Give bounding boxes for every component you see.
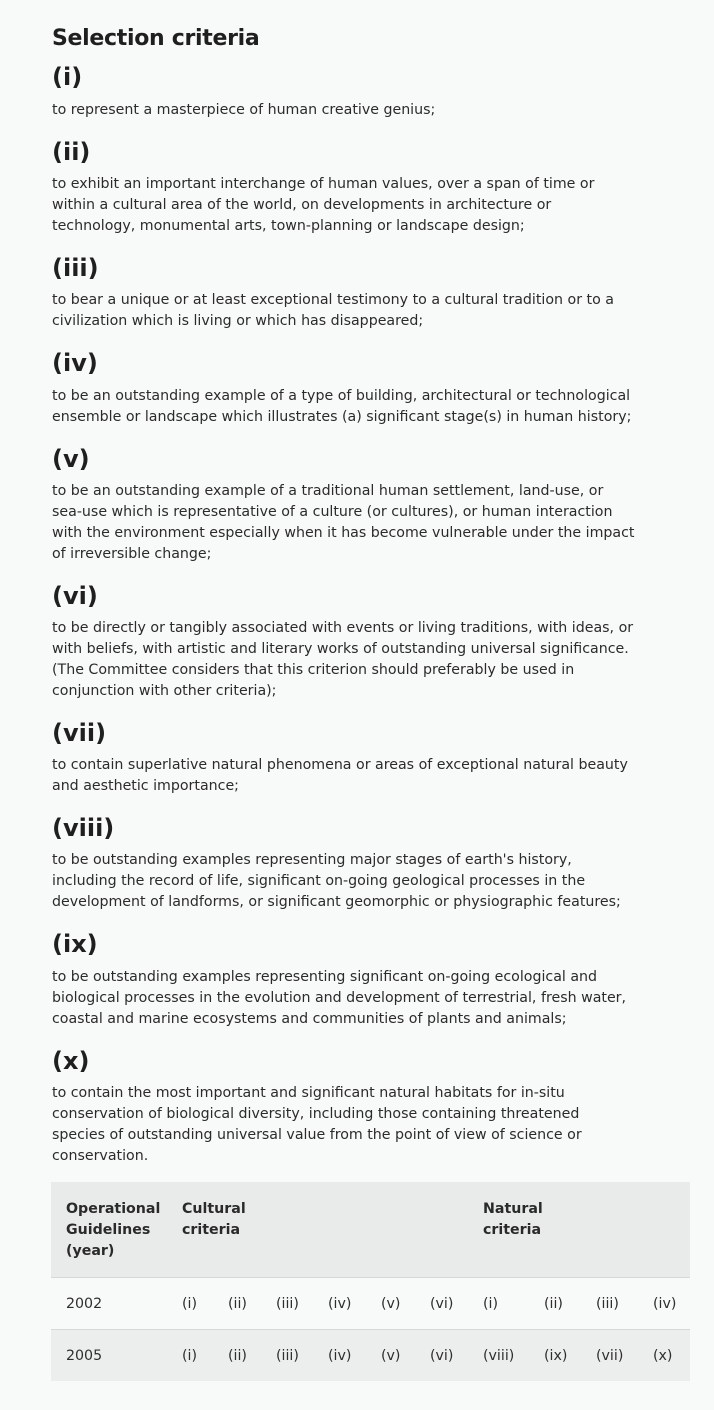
criteria-cell: (iv) [653, 1296, 677, 1312]
criterion-text-ii: to exhibit an important interchange of human values, over a span of time or within a cultural area of the world, on developments in architecture or technology, monumental arts, town-planning or landscape design; [52, 176, 595, 234]
criterion-heading-iii: (iii) [52, 254, 99, 282]
criterion-heading-viii: (viii) [52, 814, 115, 842]
criteria-cell: (v) [381, 1296, 401, 1312]
criteria-cell: (iv) [328, 1348, 352, 1364]
header-cultural-criteria: Cultural criteria [182, 1201, 246, 1238]
criteria-cell: (vi) [430, 1348, 454, 1364]
criteria-cell: (ii) [228, 1296, 247, 1312]
page-title: Selection criteria [52, 26, 260, 51]
criteria-cell: (i) [483, 1296, 499, 1312]
header-operational-guidelines: Operational Guidelines (year) [66, 1201, 161, 1259]
criterion-text-iv: to be an outstanding example of a type of building, architectural or technological ensemble or landscape which illustrates (a) significant stage(s) in human history; [52, 388, 632, 425]
criterion-text-i: to represent a masterpiece of human creative genius; [52, 102, 436, 118]
criteria-cell: (v) [381, 1348, 401, 1364]
year-cell: 2002 [66, 1296, 103, 1312]
table-header-row [51, 1182, 690, 1278]
table-row [51, 1330, 690, 1381]
criterion-heading-ix: (ix) [52, 930, 98, 958]
criterion-heading-vii: (vii) [52, 719, 107, 747]
criterion-text-x: to contain the most important and significant natural habitats for in-situ conservation of biological diversity, including those containing threatened species of outstanding universal value from the point of view of science or conservation. [52, 1085, 582, 1164]
year-cell: 2005 [66, 1348, 103, 1364]
criterion-text-vii: to contain superlative natural phenomena or areas of exceptional natural beauty and aesthetic importance; [52, 757, 628, 794]
criterion-text-vi: to be directly or tangibly associated with events or living traditions, with ideas, or with beliefs, with artistic and literary works of outstanding universal significance. (The Committee considers that this criterion should preferably be used in conjunction with other criteria); [52, 620, 634, 699]
criteria-cell: (vii) [596, 1348, 624, 1364]
criterion-heading-v: (v) [52, 445, 90, 473]
header-natural-criteria: Natural criteria [483, 1201, 543, 1238]
criteria-cell: (vi) [430, 1296, 454, 1312]
table-row [51, 1278, 690, 1330]
criteria-cell: (i) [182, 1348, 198, 1364]
criterion-heading-iv: (iv) [52, 349, 98, 377]
criterion-heading-i: (i) [52, 63, 83, 91]
criteria-cell: (ii) [228, 1348, 247, 1364]
criteria-cell: (iii) [276, 1296, 299, 1312]
criteria-cell: (ix) [544, 1348, 568, 1364]
criterion-text-ix: to be outstanding examples representing significant on-going ecological and biological processes in the evolution and development of terrestrial, fresh water, coastal and marine ecosystems and communities of plants and animals; [52, 969, 627, 1027]
criterion-heading-ii: (ii) [52, 138, 91, 166]
criteria-cell: (viii) [483, 1348, 515, 1364]
criteria-cell: (i) [182, 1296, 198, 1312]
criteria-cell: (iv) [328, 1296, 352, 1312]
criteria-cell: (iii) [276, 1348, 299, 1364]
criteria-cell: (iii) [596, 1296, 619, 1312]
criterion-heading-x: (x) [52, 1047, 90, 1075]
criterion-text-iii: to bear a unique or at least exceptional testimony to a cultural tradition or to a civilization which is living or which has disappeared; [52, 292, 614, 329]
criteria-cell: (ii) [544, 1296, 563, 1312]
criterion-text-viii: to be outstanding examples representing major stages of earth's history, including the record of life, significant on-going geological processes in the development of landforms, or significant geomorphic or physiographic features; [52, 852, 621, 910]
criterion-text-v: to be an outstanding example of a traditional human settlement, land-use, or sea-use which is representative of a culture (or cultures), or human interaction with the environment especially when it has become vulnerable under the impact of irreversible change; [52, 483, 635, 562]
criteria-cell: (x) [653, 1348, 673, 1364]
criterion-heading-vi: (vi) [52, 582, 98, 610]
